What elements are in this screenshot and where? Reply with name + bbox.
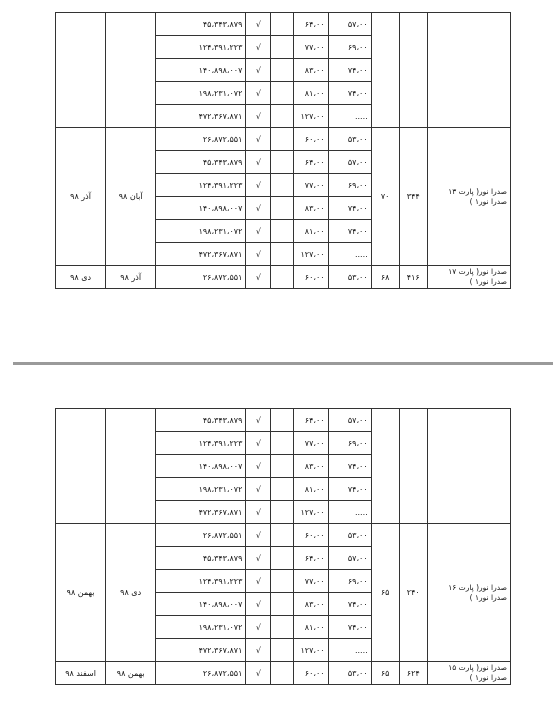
empty-cell (271, 524, 293, 547)
empty-cell (271, 432, 293, 455)
value-b-cell: ۷۴،۰۰ (328, 220, 371, 243)
amount-cell: ۴۷۲،۳۶۷،۸۷۱ (156, 501, 246, 524)
value-b-cell: ..... (328, 639, 371, 662)
amount-cell: ۴۵،۳۴۳،۸۷۹ (156, 547, 246, 570)
empty-cell (271, 662, 293, 685)
bottom-table-block (55, 408, 511, 685)
value-a-cell: ۶۴،۰۰ (293, 547, 328, 570)
amount-cell: ۱۹۸،۲۳۱،۰۷۲ (156, 220, 246, 243)
empty-cell (271, 174, 293, 197)
check-cell: √ (246, 570, 271, 593)
month2-cell: آبان ۹۸ (106, 128, 156, 266)
empty-cell (271, 266, 293, 289)
amount-cell: ۴۷۲،۳۶۷،۸۷۱ (156, 639, 246, 662)
page-divider (13, 362, 553, 365)
value-a-cell: ۸۳،۰۰ (293, 455, 328, 478)
empty-cell (271, 455, 293, 478)
amount-cell: ۱۲۴،۳۹۱،۲۲۳ (156, 432, 246, 455)
empty-cell (271, 151, 293, 174)
month1-cell (56, 13, 106, 128)
value-b-cell: ۷۴،۰۰ (328, 593, 371, 616)
empty-cell (271, 82, 293, 105)
amount-cell: ۱۴۰،۸۹۸،۰۰۷ (156, 455, 246, 478)
check-cell: √ (246, 128, 271, 151)
month2-cell (106, 13, 156, 128)
empty-cell (271, 13, 293, 36)
value-a-cell: ۶۰،۰۰ (293, 662, 328, 685)
value-a-cell: ۶۴،۰۰ (293, 151, 328, 174)
amount-cell: ۲۶،۸۷۲،۵۵۱ (156, 524, 246, 547)
empty-cell (271, 593, 293, 616)
bottom-table-body (56, 409, 511, 685)
amount-cell: ۱۹۸،۲۳۱،۰۷۲ (156, 82, 246, 105)
month2-cell (106, 409, 156, 524)
value-b-cell: ۷۴،۰۰ (328, 616, 371, 639)
empty-cell (271, 616, 293, 639)
amount-cell: ۱۹۸،۲۳۱،۰۷۲ (156, 616, 246, 639)
value-a-cell: ۶۰،۰۰ (293, 128, 328, 151)
name-cell: صدرا نور( پارت ۱۶ صدرا نور۱ ) (427, 524, 510, 662)
value-b-cell: ۵۷،۰۰ (328, 13, 371, 36)
top-table-block (55, 12, 511, 289)
month2-cell: آذر ۹۸ (106, 266, 156, 289)
amount-cell: ۱۹۸،۲۳۱،۰۷۲ (156, 478, 246, 501)
check-cell: √ (246, 13, 271, 36)
value-b-cell: ..... (328, 243, 371, 266)
value-b-cell: ۶۹،۰۰ (328, 36, 371, 59)
check-cell: √ (246, 616, 271, 639)
amount-cell: ۴۵،۳۴۳،۸۷۹ (156, 409, 246, 432)
amount-cell: ۱۴۰،۸۹۸،۰۰۷ (156, 593, 246, 616)
n2-cell: ۲۴۰ (399, 524, 427, 662)
value-b-cell: ۷۴،۰۰ (328, 478, 371, 501)
n2-cell: ۳۴۴ (399, 128, 427, 266)
month1-cell: بهمن ۹۸ (56, 524, 106, 662)
top-table (55, 12, 511, 289)
check-cell: √ (246, 455, 271, 478)
month1-cell: آذر ۹۸ (56, 128, 106, 266)
check-cell: √ (246, 82, 271, 105)
value-a-cell: ۸۳،۰۰ (293, 593, 328, 616)
value-a-cell: ۶۴،۰۰ (293, 409, 328, 432)
amount-cell: ۱۴۰،۸۹۸،۰۰۷ (156, 197, 246, 220)
table-row (56, 524, 511, 547)
value-b-cell: ۵۳،۰۰ (328, 662, 371, 685)
month1-cell: اسفند ۹۸ (56, 662, 106, 685)
value-a-cell: ۱۲۷،۰۰ (293, 501, 328, 524)
n2-cell (399, 409, 427, 524)
check-cell: √ (246, 409, 271, 432)
value-a-cell: ۱۲۷،۰۰ (293, 105, 328, 128)
n1-cell: ۶۵ (371, 662, 399, 685)
value-a-cell: ۸۳،۰۰ (293, 59, 328, 82)
month2-cell: دی ۹۸ (106, 524, 156, 662)
name-cell (427, 409, 510, 524)
value-b-cell: ۶۹،۰۰ (328, 174, 371, 197)
value-b-cell: ۵۳،۰۰ (328, 524, 371, 547)
empty-cell (271, 59, 293, 82)
check-cell: √ (246, 524, 271, 547)
bottom-table (55, 408, 511, 685)
value-a-cell: ۱۲۷،۰۰ (293, 243, 328, 266)
table-row (56, 128, 511, 151)
value-b-cell: ۵۳،۰۰ (328, 128, 371, 151)
check-cell: √ (246, 151, 271, 174)
n1-cell (371, 13, 399, 128)
top-table-body (56, 13, 511, 289)
amount-cell: ۱۲۴،۳۹۱،۲۲۳ (156, 36, 246, 59)
value-b-cell: ۵۳،۰۰ (328, 266, 371, 289)
check-cell: √ (246, 174, 271, 197)
check-cell: √ (246, 501, 271, 524)
check-cell: √ (246, 547, 271, 570)
empty-cell (271, 501, 293, 524)
check-cell: √ (246, 266, 271, 289)
value-b-cell: ..... (328, 501, 371, 524)
value-a-cell: ۸۱،۰۰ (293, 478, 328, 501)
value-a-cell: ۸۱،۰۰ (293, 82, 328, 105)
empty-cell (271, 36, 293, 59)
value-a-cell: ۷۷،۰۰ (293, 36, 328, 59)
amount-cell: ۲۶،۸۷۲،۵۵۱ (156, 662, 246, 685)
amount-cell: ۴۵،۳۴۳،۸۷۹ (156, 151, 246, 174)
check-cell: √ (246, 59, 271, 82)
value-b-cell: ۶۹،۰۰ (328, 570, 371, 593)
n1-cell: ۶۵ (371, 524, 399, 662)
value-a-cell: ۶۰،۰۰ (293, 524, 328, 547)
amount-cell: ۴۷۲،۳۶۷،۸۷۱ (156, 105, 246, 128)
amount-cell: ۲۶،۸۷۲،۵۵۱ (156, 266, 246, 289)
month1-cell: دی ۹۸ (56, 266, 106, 289)
n1-cell (371, 409, 399, 524)
n1-cell: ۶۸ (371, 266, 399, 289)
check-cell: √ (246, 220, 271, 243)
n2-cell (399, 13, 427, 128)
empty-cell (271, 220, 293, 243)
value-b-cell: ۶۹،۰۰ (328, 432, 371, 455)
empty-cell (271, 570, 293, 593)
table-row (56, 266, 511, 289)
check-cell: √ (246, 243, 271, 266)
value-b-cell: ۷۴،۰۰ (328, 197, 371, 220)
check-cell: √ (246, 432, 271, 455)
month2-cell: بهمن ۹۸ (106, 662, 156, 685)
amount-cell: ۱۲۴،۳۹۱،۲۲۳ (156, 570, 246, 593)
empty-cell (271, 243, 293, 266)
value-a-cell: ۸۳،۰۰ (293, 197, 328, 220)
name-cell: صدرا نور( پارت ۱۷ صدرا نور۱ ) (427, 266, 510, 289)
empty-cell (271, 409, 293, 432)
name-cell: صدرا نور( پارت ۱۳ صدرا نور۱ ) (427, 128, 510, 266)
check-cell: √ (246, 105, 271, 128)
month1-cell (56, 409, 106, 524)
check-cell: √ (246, 639, 271, 662)
empty-cell (271, 547, 293, 570)
amount-cell: ۲۶،۸۷۲،۵۵۱ (156, 128, 246, 151)
value-a-cell: ۱۲۷،۰۰ (293, 639, 328, 662)
n2-cell: ۴۱۶ (399, 266, 427, 289)
name-cell: صدرا نور( پارت ۱۵ صدرا نور۱ ) (427, 662, 510, 685)
value-a-cell: ۸۱،۰۰ (293, 616, 328, 639)
amount-cell: ۴۷۲،۳۶۷،۸۷۱ (156, 243, 246, 266)
value-a-cell: ۶۰،۰۰ (293, 266, 328, 289)
empty-cell (271, 105, 293, 128)
name-cell (427, 13, 510, 128)
empty-cell (271, 478, 293, 501)
check-cell: √ (246, 593, 271, 616)
table-row (56, 409, 511, 432)
value-a-cell: ۷۷،۰۰ (293, 174, 328, 197)
value-b-cell: ۷۴،۰۰ (328, 455, 371, 478)
n2-cell: ۶۲۴ (399, 662, 427, 685)
value-b-cell: ۵۷،۰۰ (328, 547, 371, 570)
value-a-cell: ۶۴،۰۰ (293, 13, 328, 36)
value-b-cell: ۵۷،۰۰ (328, 151, 371, 174)
empty-cell (271, 128, 293, 151)
value-b-cell: ۷۴،۰۰ (328, 59, 371, 82)
value-b-cell: ۷۴،۰۰ (328, 82, 371, 105)
amount-cell: ۱۲۴،۳۹۱،۲۲۳ (156, 174, 246, 197)
table-row (56, 662, 511, 685)
value-b-cell: ..... (328, 105, 371, 128)
value-a-cell: ۷۷،۰۰ (293, 570, 328, 593)
value-b-cell: ۵۷،۰۰ (328, 409, 371, 432)
table-row (56, 13, 511, 36)
check-cell: √ (246, 36, 271, 59)
check-cell: √ (246, 478, 271, 501)
n1-cell: ۷۰ (371, 128, 399, 266)
check-cell: √ (246, 662, 271, 685)
check-cell: √ (246, 197, 271, 220)
value-a-cell: ۸۱،۰۰ (293, 220, 328, 243)
amount-cell: ۱۴۰،۸۹۸،۰۰۷ (156, 59, 246, 82)
amount-cell: ۴۵،۳۴۳،۸۷۹ (156, 13, 246, 36)
empty-cell (271, 639, 293, 662)
value-a-cell: ۷۷،۰۰ (293, 432, 328, 455)
empty-cell (271, 197, 293, 220)
